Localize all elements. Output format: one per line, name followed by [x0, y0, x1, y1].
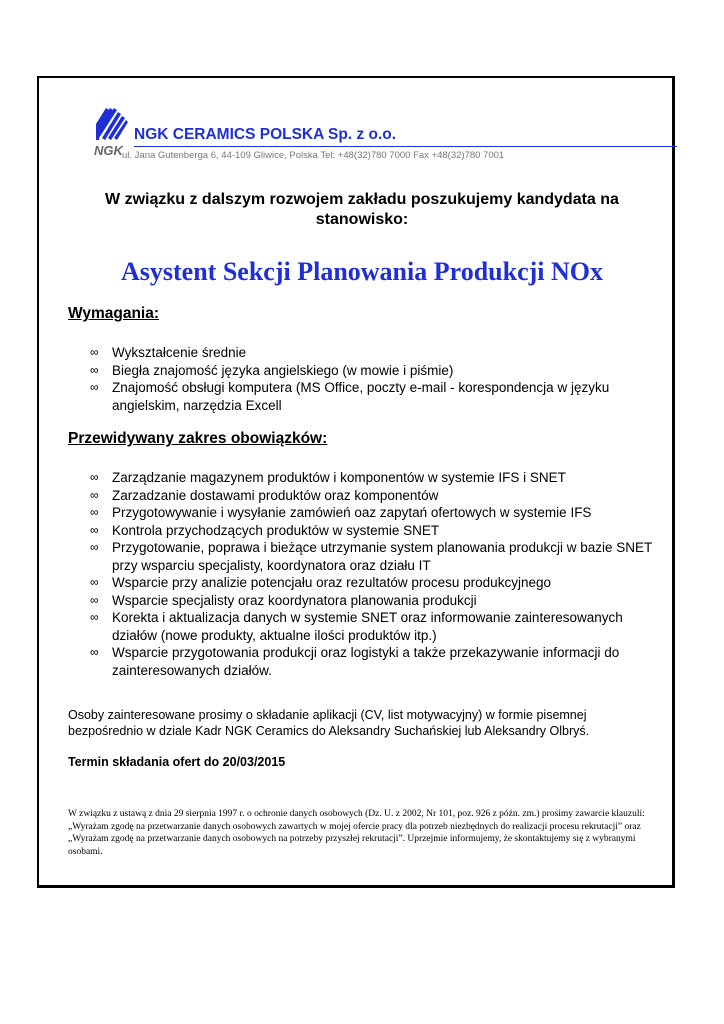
infinity-bullet-icon: ∞: [90, 380, 99, 394]
list-item: ∞ Zarzadzanie dostawami produktów oraz komponentów: [90, 487, 439, 503]
list-item: ∞ Kontrola przychodzących produktów w systemie SNET: [90, 522, 440, 538]
infinity-bullet-icon: ∞: [90, 575, 99, 589]
infinity-bullet-icon: ∞: [90, 505, 99, 519]
infinity-bullet-icon: ∞: [90, 470, 99, 484]
list-item: ∞ Wsparcie przygotowania produkcji oraz logistyki a także przekazywanie informacji do zainteresowanych działów.: [90, 645, 620, 678]
ngk-logo: [94, 106, 130, 156]
list-item: ∞ Biegła znajomość języka angielskiego (w mowie i piśmie): [90, 362, 454, 378]
infinity-bullet-icon: ∞: [90, 610, 99, 624]
list-item: ∞ Korekta i aktualizacja danych w systemie SNET oraz informowanie zainteresowanych działów (nowe produkty, aktualne ilości produktów itp.): [90, 610, 623, 643]
requirements-list: [88, 344, 668, 414]
list-item: ∞ Zarządzanie magazynem produktów i komponentów w systemie IFS i SNET: [90, 470, 566, 485]
logo-wordmark: NGK: [94, 143, 123, 156]
company-address: ul. Jana Gutenberga 6, 44-109 Gliwice, Polska Tel: +48(32)780 7000 Fax +48(32)780 7001: [122, 150, 505, 161]
requirements-heading: Wymagania:: [68, 305, 160, 322]
application-deadline: Termin składania ofert do 20/03/2015: [68, 755, 286, 769]
list-item: ∞ Wykształcenie średnie: [90, 345, 247, 360]
company-name: NGK CERAMICS POLSKA Sp. z o.o.: [134, 126, 397, 143]
position-title: Asystent Sekcji Planowania Produkcji NOx: [121, 257, 603, 286]
infinity-bullet-icon: ∞: [90, 345, 99, 359]
list-item: ∞ Wsparcie specjalisty oraz koordynatora planowania produkcji: [90, 592, 477, 608]
list-item: ∞ Przygotowanie, poprawa i bieżące utrzymanie system planowania produkcji w bazie SNET przy wsparciu specjalisty, koordynatora oraz działu IT: [90, 540, 653, 573]
infinity-bullet-icon: ∞: [90, 592, 99, 607]
infinity-bullet-icon: ∞: [90, 522, 99, 537]
header-divider: [134, 146, 677, 147]
data-protection-clause: W związku z ustawą z dnia 29 sierpnia 1997 r. o ochronie danych osobowych (Dz. U. z 2002, Nr 101, poz. 926 z późn. zm.) prosimy zawarcie klauzuli: „Wyrażam zgodę na przetwarzanie danych osobowych zawartych w mojej ofercie pracy dla potrzeb niezbędnych do realizacji procesu rekrutacji” oraz „Wyrażam zgodę na przetwarzanie danych osobowych na potrzeby przyszłej rekrutacji”. Uprzejmie informujemy, że skontaktujemy się z wybranymi osobami.: [68, 809, 645, 857]
duties-list: [88, 469, 668, 679]
list-item: ∞ Znajomość obsługi komputera (MS Office, poczty e-mail - korespondencja w języku angielskim, narzędzia Excell: [90, 380, 610, 413]
infinity-bullet-icon: ∞: [90, 645, 99, 659]
list-item: ∞ Wsparcie przy analizie potencjału oraz rezultatów procesu produkcyjnego: [90, 575, 551, 590]
infinity-bullet-icon: ∞: [90, 362, 99, 377]
infinity-bullet-icon: ∞: [90, 540, 99, 554]
intro-text: W związku z dalszym rozwojem zakładu poszukujemy kandydata na stanowisko:: [105, 191, 619, 228]
application-instructions: Osoby zainteresowane prosimy o składanie aplikacji (CV, list motywacyjny) w formie pisemnej bezpośrednio w dziale Kadr NGK Ceramics do Aleksandry Suchańskiej lub Aleksandry Olbryś.: [68, 708, 590, 738]
infinity-bullet-icon: ∞: [90, 487, 99, 502]
duties-heading: Przewidywany zakres obowiązków:: [68, 430, 328, 447]
list-item: ∞ Przygotowywanie i wysyłanie zamówień oaz zapytań ofertowych w systemie IFS: [90, 505, 592, 520]
